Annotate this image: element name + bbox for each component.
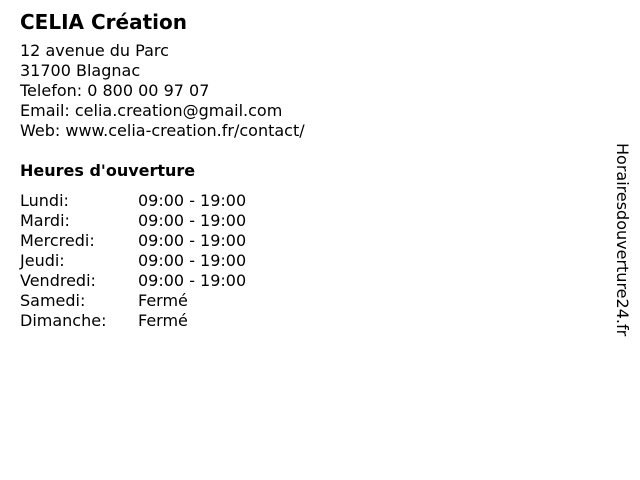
hours-row-wednesday: [20, 231, 580, 251]
hours-row-saturday: [20, 291, 580, 311]
day-hours: Fermé: [138, 291, 188, 310]
day-label: Lundi:: [20, 191, 69, 210]
site-watermark: [612, 135, 636, 345]
day-label: Vendredi:: [20, 271, 96, 290]
day-hours: 09:00 - 19:00: [138, 211, 247, 230]
phone-number: Telefon: 0 800 00 97 07: [20, 81, 210, 100]
day-hours: 09:00 - 19:00: [138, 251, 247, 270]
website-url: Web: www.celia-creation.fr/contact/: [20, 121, 305, 140]
day-hours: 09:00 - 19:00: [138, 271, 247, 290]
address-block: [20, 41, 580, 141]
email-address: Email: celia.creation@gmail.com: [20, 101, 283, 120]
hours-row-friday: [20, 271, 580, 291]
day-hours: Fermé: [138, 311, 188, 330]
hours-row-tuesday: [20, 211, 580, 231]
day-hours: 09:00 - 19:00: [138, 231, 247, 250]
business-name: CELIA Création: [20, 10, 187, 34]
business-card: [20, 9, 580, 331]
street-address: 12 avenue du Parc: [20, 41, 169, 60]
day-label: Samedi:: [20, 291, 86, 310]
opening-hours-heading: Heures d'ouverture: [20, 161, 196, 180]
opening-hours-table: [20, 191, 580, 331]
day-hours: 09:00 - 19:00: [138, 191, 247, 210]
hours-row-monday: [20, 191, 580, 211]
day-label: Dimanche:: [20, 311, 107, 330]
hours-row-sunday: [20, 311, 580, 331]
postal-city: 31700 Blagnac: [20, 61, 141, 80]
day-label: Mardi:: [20, 211, 70, 230]
day-label: Mercredi:: [20, 231, 95, 250]
watermark-text: Horairesdouverture24.fr: [613, 143, 632, 337]
day-label: Jeudi:: [20, 251, 65, 270]
hours-row-thursday: [20, 251, 580, 271]
